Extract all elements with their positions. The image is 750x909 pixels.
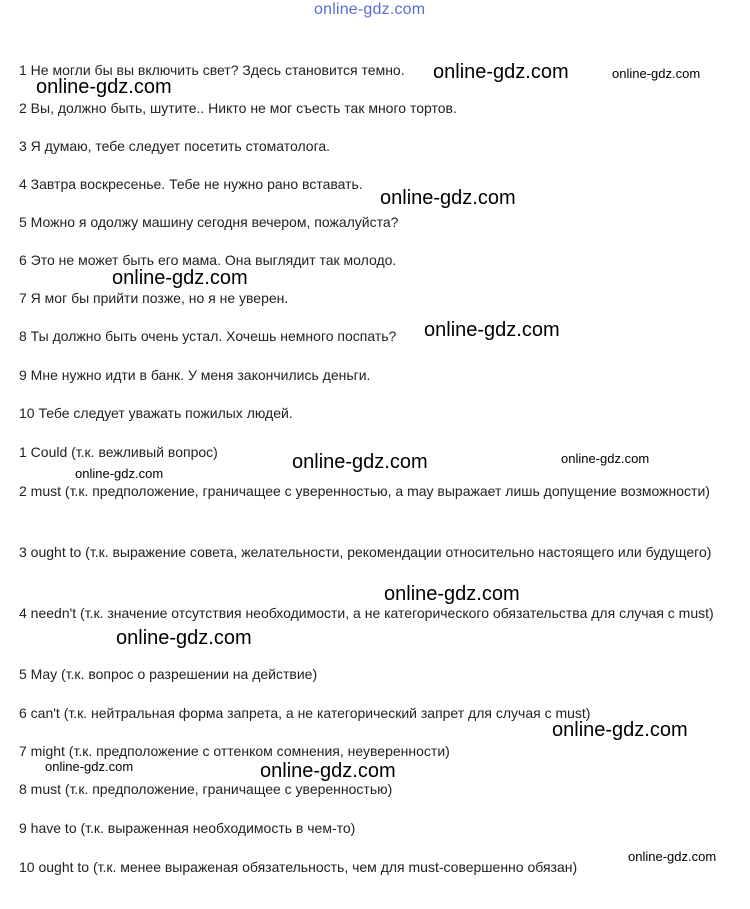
translation-line-6: 6 Это не может быть его мама. Она выглядит так молодо.	[19, 252, 397, 268]
translation-line-9: 9 Мне нужно идти в банк. У меня закончились деньги.	[19, 367, 371, 383]
watermark-5: online-gdz.com	[112, 267, 248, 289]
watermark-8: online-gdz.com	[561, 451, 650, 466]
watermark-3: online-gdz.com	[36, 76, 172, 98]
watermark-1: online-gdz.com	[433, 61, 569, 83]
header-watermark: online-gdz.com	[314, 1, 426, 18]
translation-line-7: 7 Я мог бы прийти позже, но я не уверен.	[19, 290, 289, 306]
answer-line-5: 5 May (т.к. вопрос о разрешении на действие)	[19, 666, 318, 682]
translation-line-2: 2 Вы, должно быть, шутите.. Никто не мог съесть так много тортов.	[19, 100, 457, 116]
answer-line-10: 10 ought to (т.к. менее выраженая обязательность, чем для must-совершенно обязан)	[19, 859, 578, 875]
translation-line-5: 5 Можно я одолжу машину сегодня вечером, пожалуйста?	[19, 214, 399, 230]
watermark-11: online-gdz.com	[116, 627, 252, 649]
answer-line-4: 4 needn't (т.к. значение отсутствия необходимости, а не категорического обязательства для случая с must)	[19, 605, 714, 621]
watermark-2: online-gdz.com	[612, 66, 701, 81]
translation-line-1: 1 Не могли бы вы включить свет? Здесь становится темно.	[19, 62, 405, 78]
watermark-15: online-gdz.com	[628, 849, 717, 864]
watermark-14: online-gdz.com	[260, 760, 396, 782]
watermark-12: online-gdz.com	[552, 719, 688, 741]
watermark-7: online-gdz.com	[292, 451, 428, 473]
translation-line-10: 10 Тебе следует уважать пожилых людей.	[19, 405, 293, 421]
answer-line-3: 3 ought to (т.к. выражение совета, желательности, рекомендации относительно настоящего или будущего)	[19, 544, 712, 560]
watermark-6: online-gdz.com	[424, 319, 560, 341]
translation-line-4: 4 Завтра воскресенье. Тебе не нужно рано вставать.	[19, 176, 363, 192]
answer-line-8: 8 must (т.к. предположение, граничащее с уверенностью)	[19, 781, 393, 797]
answer-line-2: 2 must (т.к. предположение, граничащее с уверенностью, а may выражает лишь допущение возможности)	[19, 483, 710, 499]
answer-line-7: 7 might (т.к. предположение с оттенком сомнения, неуверенности)	[19, 743, 450, 759]
answer-line-6: 6 can't (т.к. нейтральная форма запрета, а не категорический запрет для случая с must)	[19, 705, 591, 721]
watermark-4: online-gdz.com	[380, 187, 516, 209]
translation-line-8: 8 Ты должно быть очень устал. Хочешь немного поспать?	[19, 328, 397, 344]
answer-line-1: 1 Could (т.к. вежливый вопрос)	[19, 444, 218, 460]
watermark-9: online-gdz.com	[75, 466, 164, 481]
watermark-13: online-gdz.com	[45, 759, 134, 774]
translation-line-3: 3 Я думаю, тебе следует посетить стоматолога.	[19, 138, 331, 154]
watermark-10: online-gdz.com	[384, 583, 520, 605]
answer-line-9: 9 have to (т.к. выраженная необходимость в чем-то)	[19, 820, 356, 836]
